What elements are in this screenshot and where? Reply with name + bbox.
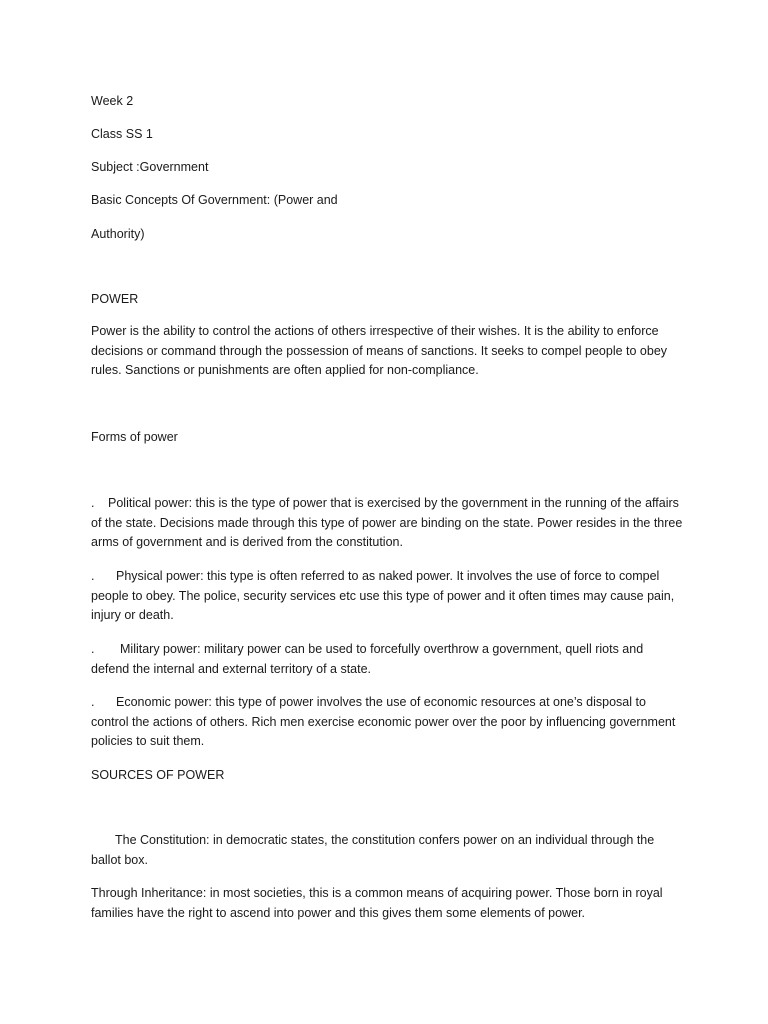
class-label: Class SS 1: [91, 127, 153, 141]
form-item-military: [91, 640, 683, 679]
bullet-marker: .: [91, 642, 95, 656]
form-item-text: Physical power: this type is often referred to as naked power. It involves the use of force to compel people to obey. The police, security services etc use this type of power and it often times may cause pain, injury or death.: [91, 569, 675, 622]
form-item-economic: [91, 693, 683, 752]
form-item-political: [91, 494, 683, 553]
power-definition: Power is the ability to control the actions of others irrespective of their wishes. It is the ability to enforce decisions or command through the possession of means of sanctions. It seeks to compel people to obey rules. Sanctions or punishments are often applied for non-compliance.: [91, 324, 668, 377]
forms-heading: Forms of power: [91, 430, 178, 444]
source-item-constitution: The Constitution: in democratic states, the constitution confers power on an individual through the ballot box.: [91, 833, 655, 867]
bullet-marker: .: [91, 569, 95, 583]
source-item-inheritance: Through Inheritance: in most societies, this is a common means of acquiring power. Those born in royal families have the right to ascend into power and this gives them some elements of power.: [91, 886, 663, 920]
topic-title-line1: Basic Concepts Of Government: (Power and: [91, 193, 338, 207]
week-label: Week 2: [91, 94, 134, 108]
bullet-marker: .: [91, 695, 95, 709]
topic-title-line2: Authority): [91, 227, 145, 241]
form-item-text: Military power: military power can be used to forcefully overthrow a government, quell riots and defend the internal and external territory of a state.: [91, 642, 644, 676]
sources-heading: SOURCES OF POWER: [91, 768, 225, 782]
power-heading: POWER: [91, 292, 139, 306]
form-item-text: Political power: this is the type of power that is exercised by the government in the running of the affairs of the state. Decisions made through this type of power are binding on the state. Power resides in the three arms of government and is derived from the constitution.: [91, 496, 683, 549]
subject-label: Subject :Government: [91, 160, 209, 174]
form-item-physical: [91, 567, 683, 626]
form-item-text: Economic power: this type of power involves the use of economic resources at one’s disposal to control the actions of others. Rich men exercise economic power over the poor by influencing government policies to suit them.: [91, 695, 676, 748]
bullet-marker: .: [91, 496, 95, 510]
